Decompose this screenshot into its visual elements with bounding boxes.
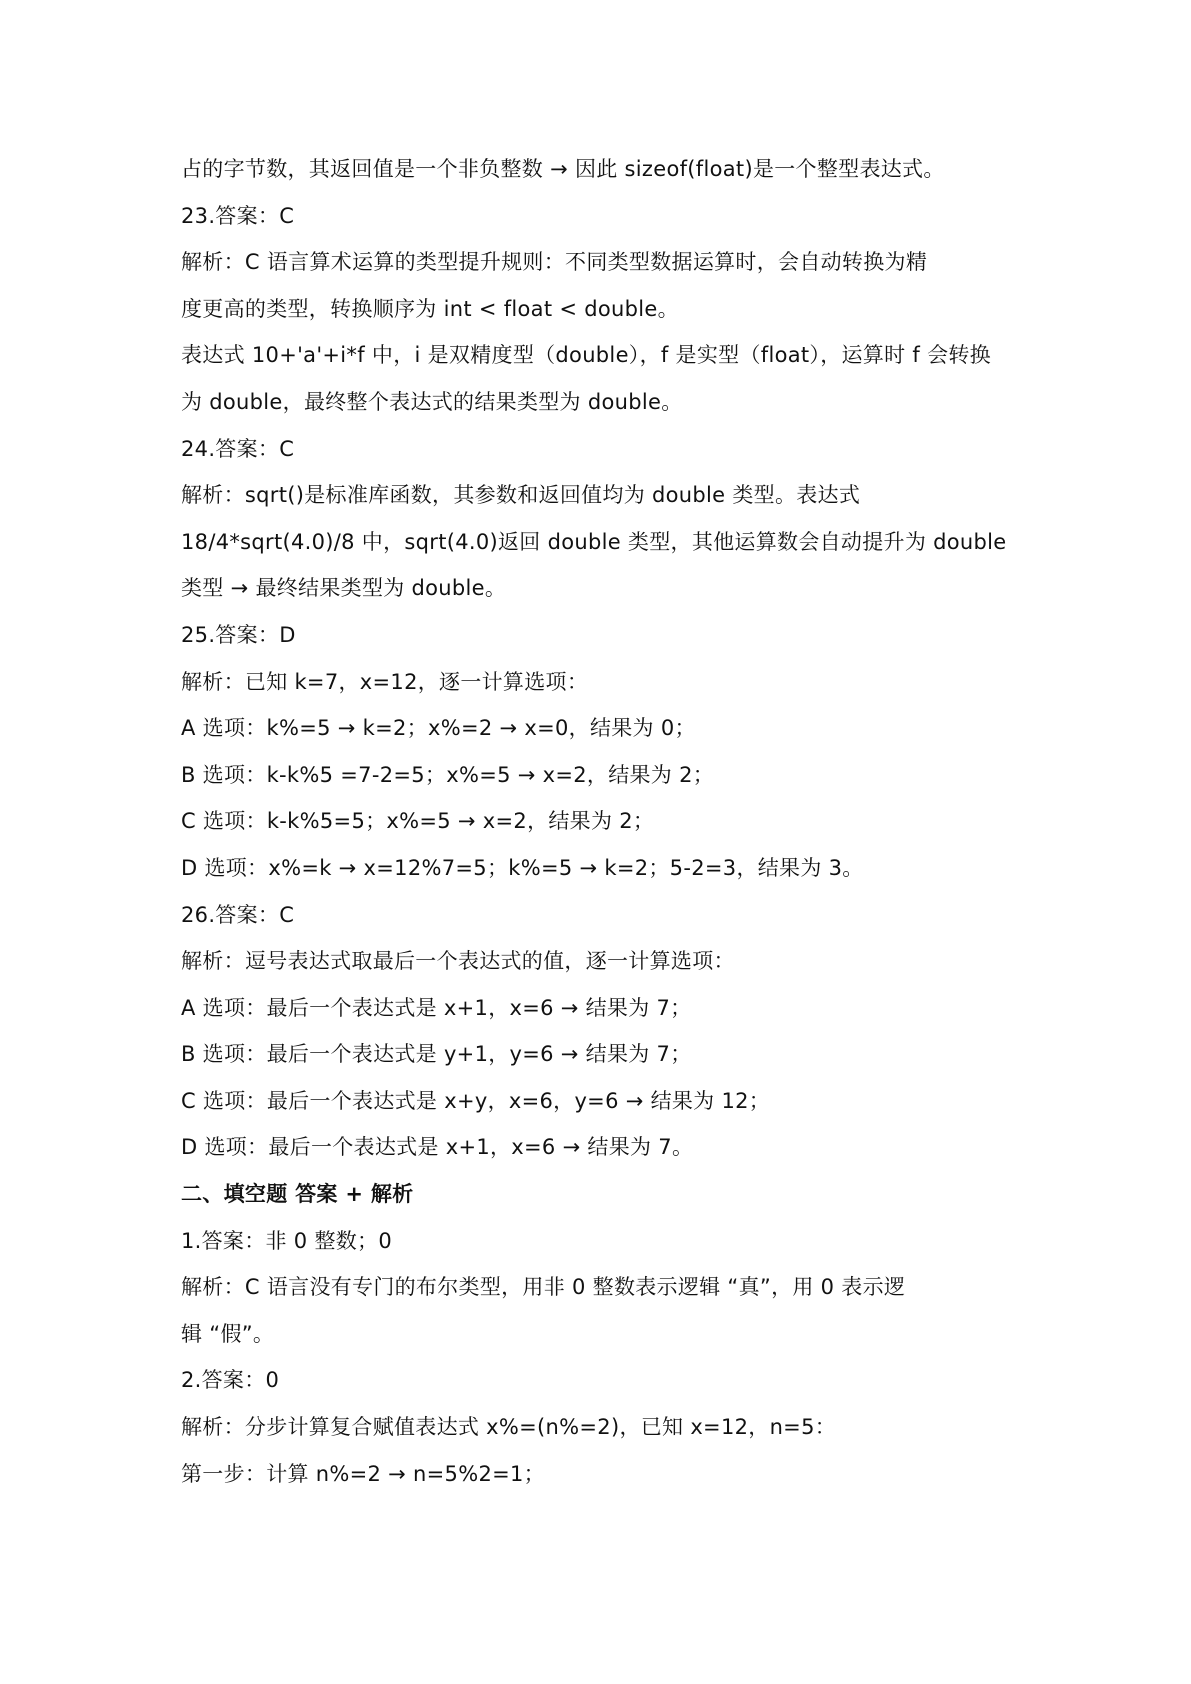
text-line: A 选项：最后一个表达式是 x+1，x=6 → 结果为 7； (181, 995, 692, 1020)
text-line: 类型 → 最终结果类型为 double。 (181, 576, 507, 601)
text-line: 1.答案：非 0 整数；0 (181, 1228, 393, 1253)
text-line: D 选项：x%=k → x=12%7=5；k%=5 → k=2；5-2=3，结果为 3。 (181, 855, 864, 880)
text-line: C 选项：k-k%5=5；x%=5 → x=2，结果为 2； (181, 809, 655, 834)
text-line: 度更高的类型，转换顺序为 int < float < double。 (181, 296, 679, 321)
text-line: 25.答案：D (181, 622, 296, 647)
text-line: B 选项：最后一个表达式是 y+1，y=6 → 结果为 7； (181, 1042, 692, 1067)
text-line: 辑 “假”。 (181, 1321, 275, 1346)
text-line: C 选项：最后一个表达式是 x+y，x=6，y=6 → 结果为 12； (181, 1088, 771, 1113)
text-line: 解析：已知 k=7，x=12，逐一计算选项： (181, 669, 589, 694)
text-line: A 选项：k%=5 → k=2；x%=2 → x=0，结果为 0； (181, 716, 696, 741)
text-line: 第一步：计算 n%=2 → n=5%2=1； (181, 1461, 545, 1486)
text-line: 2.答案：0 (181, 1368, 280, 1393)
text-line: 18/4*sqrt(4.0)/8 中，sqrt(4.0)返回 double 类型，其他运算数会自动提升为 double (181, 529, 1007, 554)
text-line: 26.答案：C (181, 902, 295, 927)
text-line: 23.答案：C (181, 203, 295, 228)
text-line: 表达式 10+'a'+i*f 中，i 是双精度型（double），f 是实型（float），运算时 f 会转换 (181, 343, 991, 368)
text-line: 为 double，最终整个表达式的结果类型为 double。 (181, 389, 683, 414)
text-line: 解析：C 语言算术运算的类型提升规则：不同类型数据运算时，会自动转换为精 (181, 250, 928, 275)
section-heading: 二、填空题 答案 + 解析 (181, 1182, 414, 1207)
text-line: D 选项：最后一个表达式是 x+1，x=6 → 结果为 7。 (181, 1135, 694, 1160)
text-line: 解析：分步计算复合赋值表达式 x%=(n%=2)，已知 x=12，n=5： (181, 1415, 837, 1440)
text-line: 解析：sqrt()是标准库函数，其参数和返回值均为 double 类型。表达式 (181, 483, 861, 508)
text-line: 解析：C 语言没有专门的布尔类型，用非 0 整数表示逻辑 “真”，用 0 表示逻 (181, 1275, 906, 1300)
text-line: 解析：逗号表达式取最后一个表达式的值，逐一计算选项： (181, 949, 735, 974)
document-body (181, 146, 1031, 1497)
text-line: 占的字节数，其返回值是一个非负整数 → 因此 sizeof(float)是一个整型表达式。 (181, 157, 945, 181)
text-line: B 选项：k-k%5 =7-2=5；x%=5 → x=2，结果为 2； (181, 762, 715, 787)
text-line: 24.答案：C (181, 436, 295, 461)
